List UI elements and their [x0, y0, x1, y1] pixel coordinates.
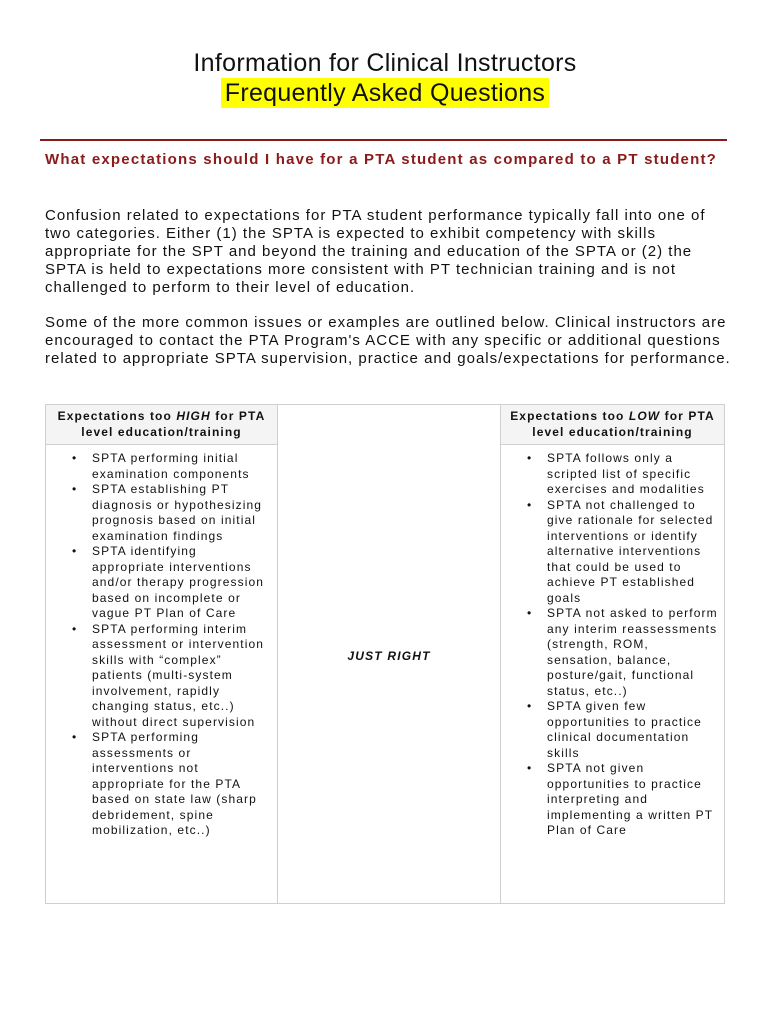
page-title: Information for Clinical Instructors — [193, 49, 577, 77]
list-item: • SPTA performing initial examination components — [72, 451, 271, 482]
list-item: • SPTA performing assessments or interventions not appropriate for the PTA based on state law (sharp debridement, spine mobilization, etc..) — [72, 730, 271, 839]
paragraph-confusion: Confusion related to expectations for PTA student performance typically fall into one of two categories. Either (1) the SPTA is expected to exhibit competency with skills appropriate for the SPT and beyond the training and education of the SPTA or (2) the SPTA is held to expectations more consistent with PT technician training and is not challenged to perform to their level of education. — [45, 207, 706, 296]
title-block — [0, 48, 770, 108]
column-header-too-high — [46, 405, 277, 445]
list-item: • SPTA not given opportunities to practice interpreting and implementing a written PT Plan of Care — [527, 761, 718, 839]
paragraph-common-issues: Some of the more common issues or examples are outlined below. Clinical instructors are encouraged to contact the PTA Program's ACCE with any specific or additional questions related to appropriate SPTA supervision, practice and goals/expectations for performance. — [45, 314, 731, 367]
too-low-list — [501, 445, 724, 839]
faq-question: What expectations should I have for a PTA student as compared to a PT student? — [45, 151, 718, 168]
header-text-post: for PTA level education/training — [81, 409, 266, 439]
expectations-table — [45, 404, 725, 904]
list-item: • SPTA performing interim assessment or intervention skills with “complex” patients (multi-system involvement, rapidly changing status, etc..) without direct supervision — [72, 622, 271, 731]
list-item: • SPTA establishing PT diagnosis or hypothesizing prognosis based on initial examination findings — [72, 482, 271, 544]
header-text-pre: Expectations too — [510, 409, 629, 423]
header-text-post: for PTA level education/training — [532, 409, 715, 439]
list-item: • SPTA not challenged to give rationale for selected interventions or identify alternative interventions that could be used to achieve PT established goals — [527, 498, 718, 607]
list-item: • SPTA follows only a scripted list of specific exercises and modalities — [527, 451, 718, 498]
header-emphasis-low: LOW — [628, 409, 661, 423]
column-header-blank — [278, 405, 500, 445]
header-emphasis-high: HIGH — [176, 409, 211, 423]
column-too-high — [46, 405, 278, 903]
column-too-low — [501, 405, 724, 903]
just-right-label: JUST RIGHT — [347, 649, 431, 663]
column-header-too-low — [501, 405, 724, 445]
list-item: • SPTA identifying appropriate interventions and/or therapy progression based on incomplete or vague PT Plan of Care — [72, 544, 271, 622]
header-text-pre: Expectations too — [57, 409, 177, 423]
section-divider — [40, 139, 727, 141]
list-item: • SPTA given few opportunities to practice clinical documentation skills — [527, 699, 718, 761]
page-subtitle-highlighted: Frequently Asked Questions — [221, 78, 549, 108]
too-high-list — [46, 445, 277, 839]
column-just-right — [278, 405, 501, 903]
list-item: • SPTA not asked to perform any interim reassessments (strength, ROM, sensation, balance, posture/gait, functional status, etc..) — [527, 606, 718, 699]
